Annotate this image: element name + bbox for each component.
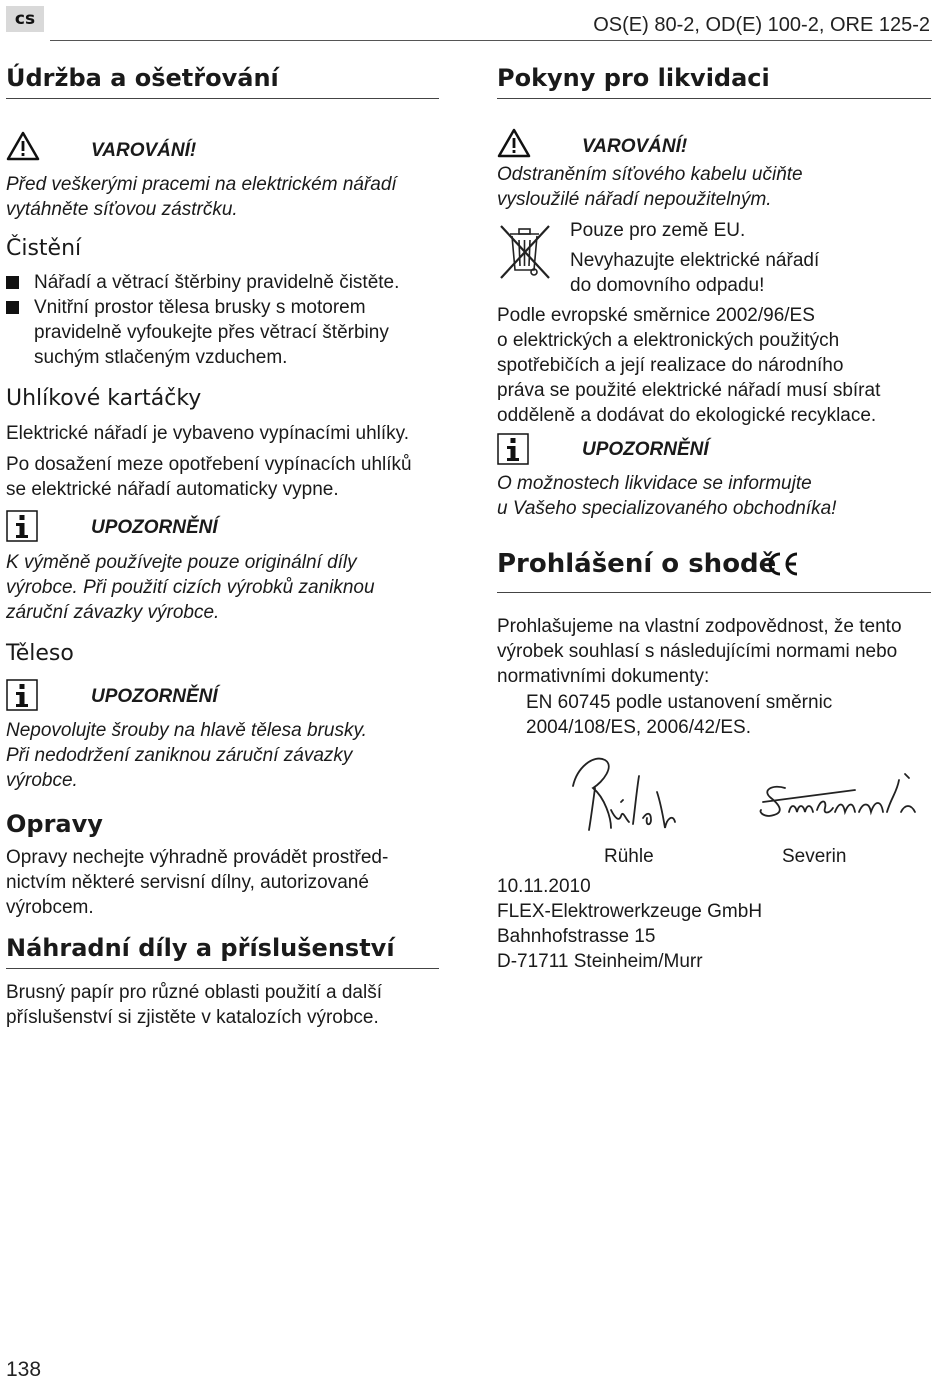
brushes-heading: Uhlíkové kartáčky xyxy=(6,386,202,411)
warning-triangle-icon xyxy=(497,128,531,158)
maintenance-title: Údržba a ošetřování xyxy=(6,64,279,92)
company-address: FLEX-Elektrowerkzeuge GmbH Bahnhofstrasse 15 D-71711 Steinheim/Murr xyxy=(497,901,763,972)
parts-title: Náhradní díly a příslušenství xyxy=(6,934,395,962)
housing-note-text: Nepovolujte šrouby na hlavě tělesa brusky. Při nedodržení zaniknou záruční závazky výrobce. xyxy=(6,720,367,791)
declaration-date: 10.11.2010 xyxy=(497,876,591,897)
brushes-note-label: UPOZORNĚNÍ xyxy=(91,517,218,538)
conformity-title: Prohlášení o shodě xyxy=(497,549,777,579)
conformity-rule xyxy=(497,592,931,593)
repairs-heading: Opravy xyxy=(6,810,103,838)
info-icon xyxy=(6,510,38,542)
brushes-text-2: Po dosažení meze opotřebení vypínacích uhlíků se elektrické nářadí automaticky vypne. xyxy=(6,454,412,500)
title-rule xyxy=(6,98,439,99)
housing-heading: Těleso xyxy=(6,641,74,666)
warning-triangle-icon xyxy=(6,131,40,161)
info-icon xyxy=(6,679,38,711)
language-badge: cs xyxy=(6,6,44,32)
cleaning-heading: Čistění xyxy=(6,236,82,261)
disposal-note-label: UPOZORNĚNÍ xyxy=(582,439,709,460)
brushes-text-1: Elektrické nářadí je vybaveno vypínacími uhlíky. xyxy=(6,423,410,444)
title-rule xyxy=(497,98,931,99)
info-icon xyxy=(497,433,529,465)
cleaning-list xyxy=(6,270,441,370)
header-rule xyxy=(50,40,932,41)
signature-ruhle xyxy=(565,748,695,838)
ce-mark-icon xyxy=(765,550,801,578)
conformity-text: Prohlašujeme na vlastní zodpovědnost, že tento výrobek souhlasí s následujícími normami nebo normativními dokumenty: xyxy=(497,616,902,687)
parts-text: Brusný papír pro různé oblasti použití a další příslušenství si zjistěte v katalozích výrobce. xyxy=(6,982,382,1028)
disposal-title: Pokyny pro likvidaci xyxy=(497,64,770,92)
signer-name-2: Severin xyxy=(782,846,847,867)
standards-text: EN 60745 podle ustanovení směrnic 2004/108/ES, 2006/42/ES. xyxy=(526,692,833,738)
disposal-warning-text: Odstraněním síťového kabelu učiňte vysloužilé nářadí nepoužitelným. xyxy=(497,164,803,210)
crossed-bin-icon xyxy=(497,222,553,282)
list-item: Nářadí a větrací štěrbiny pravidelně čistěte. xyxy=(6,270,441,295)
directive-text: Podle evropské směrnice 2002/96/ES o elektrických a elektronických použitých spotřebičích a její realizace do národního práva se použité elektrické nářadí musí sbírat odděleně a dodávat do ekologické recyklace. xyxy=(497,305,881,426)
bullet-square-icon xyxy=(6,276,19,289)
page-number: 138 xyxy=(6,1358,42,1381)
warning-label: VAROVÁNÍ! xyxy=(582,136,688,157)
bullet-square-icon xyxy=(6,301,19,314)
parts-rule xyxy=(6,968,439,969)
repairs-text: Opravy nechejte výhradně provádět prostřed- nictvím některé servisní dílny, autorizované výrobcem. xyxy=(6,847,389,918)
brushes-note-text: K výměně používejte pouze originální díly výrobce. Při použití cizích výrobků zaniknou záruční závazky výrobce. xyxy=(6,552,375,623)
signature-severin xyxy=(755,768,925,838)
eu-only-text: Pouze pro země EU. xyxy=(570,220,746,241)
warning-text: Před veškerými pracemi na elektrickém nářadí vytáhněte síťovou zástrčku. xyxy=(6,174,397,220)
housing-note-label: UPOZORNĚNÍ xyxy=(91,686,218,707)
signer-name-1: Rühle xyxy=(604,846,654,867)
disposal-note-text: O možnostech likvidace se informujte u Vašeho specializovaného obchodníka! xyxy=(497,473,837,519)
list-item: Vnitřní prostor tělesa brusky s motorem pravidelně vyfoukejte přes větrací štěrbiny suchým stlačeným vzduchem. xyxy=(6,295,441,370)
model-header: OS(E) 80-2, OD(E) 100-2, ORE 125-2 xyxy=(593,14,930,36)
warning-label: VAROVÁNÍ! xyxy=(91,140,197,161)
eu-dispose-text: Nevyhazujte elektrické nářadí do domovního odpadu! xyxy=(570,250,820,296)
